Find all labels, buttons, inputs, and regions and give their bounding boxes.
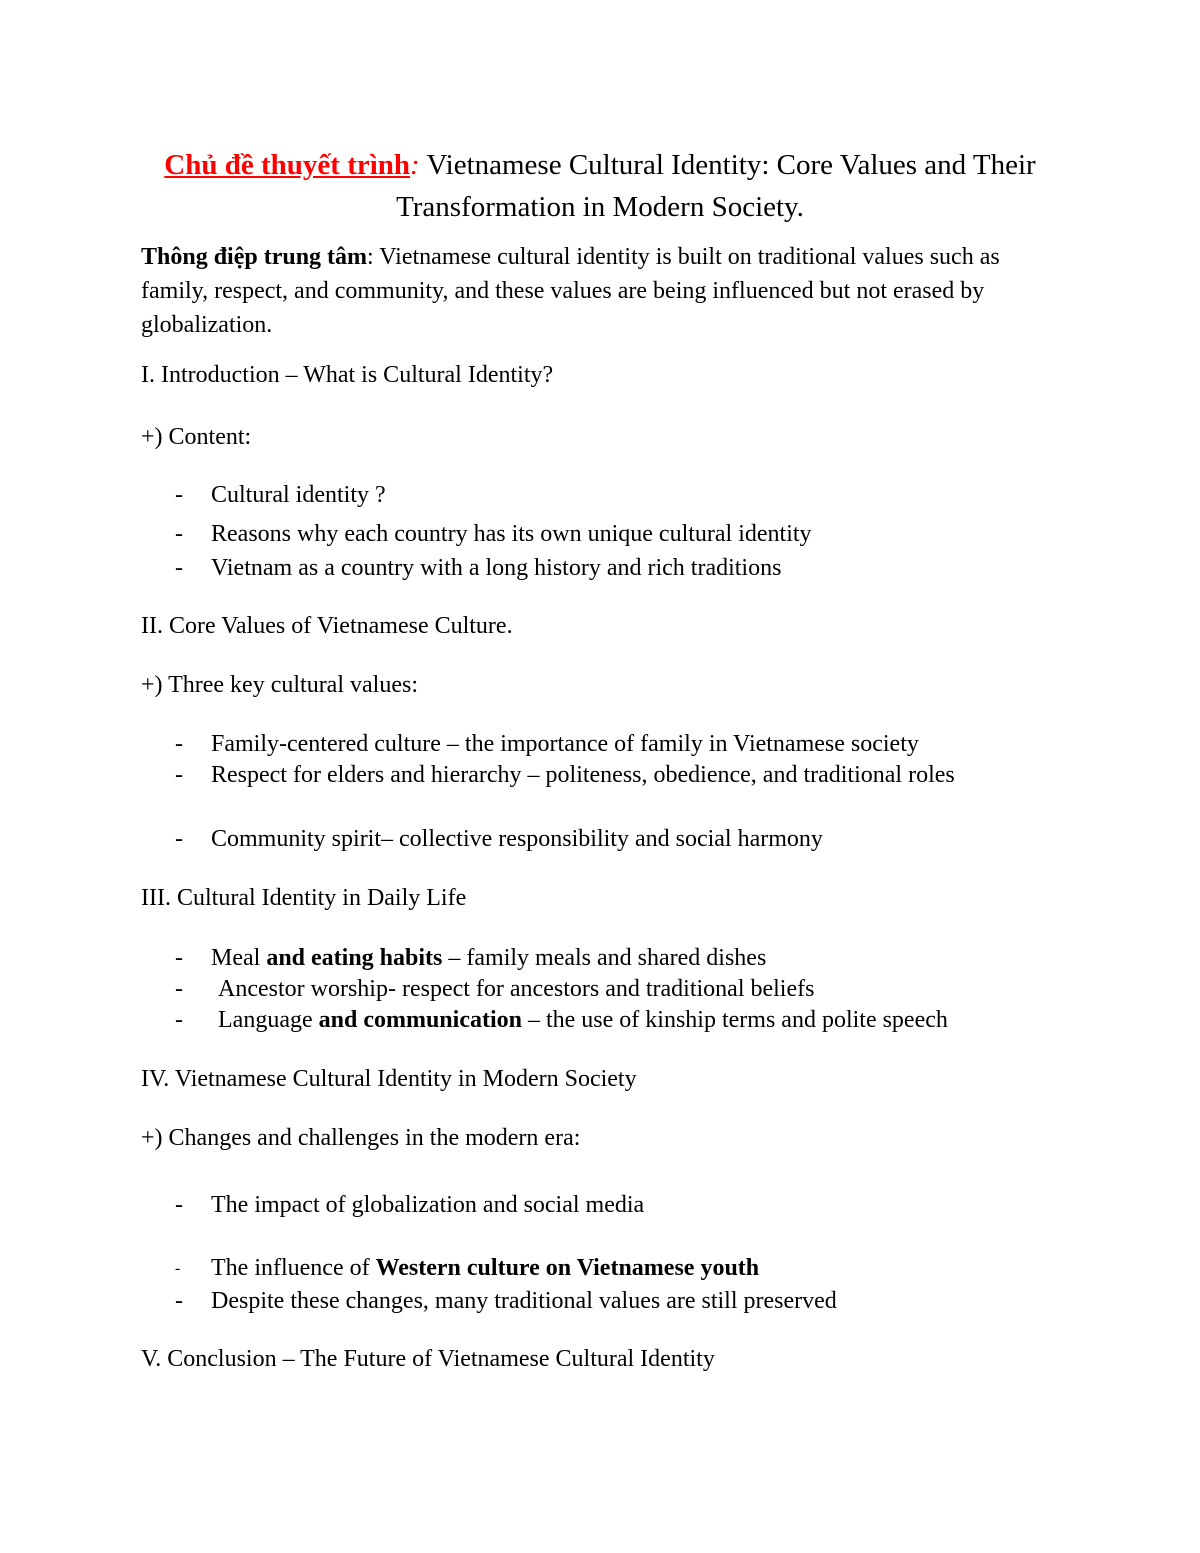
text-run: The influence of <box>211 1255 376 1281</box>
text-run: Language <box>218 1007 319 1033</box>
section-2-heading: II. Core Values of Vietnamese Culture. <box>141 613 513 639</box>
bullet: - <box>175 731 183 757</box>
bullet: - <box>175 1260 181 1277</box>
section-3-heading: III. Cultural Identity in Daily Life <box>141 885 467 911</box>
text-run: – family meals and shared dishes <box>442 945 767 971</box>
bold-run: Western culture on Vietnamese youth <box>375 1255 760 1281</box>
list-item-text: The impact of globalization and social media <box>211 1192 645 1218</box>
bullet: - <box>175 1192 183 1218</box>
bullet: - <box>175 521 183 547</box>
central-message-text: : Vietnamese cultural identity is built on traditional values such as family, respect, and community, and these values are being influenced but not erased by globalization. <box>141 244 1000 338</box>
bold-run: and eating habits <box>266 945 443 971</box>
list-item-text: Family-centered culture – the importance of family in Vietnamese society <box>211 731 919 757</box>
list-item-text: Reasons why each country has its own unique cultural identity <box>211 521 812 547</box>
list-item-text <box>211 943 766 974</box>
list-item-text <box>218 1005 948 1036</box>
bold-run: and communication <box>318 1007 522 1033</box>
list-item-text: Despite these changes, many traditional values are still preserved <box>211 1288 837 1314</box>
list-item-text: Community spirit– collective responsibility and social harmony <box>211 826 823 852</box>
list-item-text <box>211 1253 759 1284</box>
section-1-sub: +) Content: <box>141 424 252 450</box>
title-colon: : <box>410 149 420 181</box>
bullet: - <box>175 1007 183 1033</box>
section-5-heading: V. Conclusion – The Future of Vietnamese Cultural Identity <box>141 1346 715 1372</box>
title-text: Vietnamese Cultural Identity: Core Values and Their Transformation in Modern Society. <box>396 149 1036 223</box>
bullet: - <box>175 945 183 971</box>
section-2-sub: +) Three key cultural values: <box>141 672 418 698</box>
central-message-label: Thông điệp trung tâm <box>141 244 368 270</box>
bullet: - <box>175 826 183 852</box>
section-1-heading: I. Introduction – What is Cultural Identity? <box>141 362 554 388</box>
bullet: - <box>175 976 183 1002</box>
list-item-text: Ancestor worship- respect for ancestors and traditional beliefs <box>218 976 815 1002</box>
bullet: - <box>175 555 183 581</box>
central-message <box>141 240 1071 342</box>
bullet: - <box>175 1288 183 1314</box>
section-4-sub: +) Changes and challenges in the modern era: <box>141 1125 581 1151</box>
list-item-text: Cultural identity ? <box>211 482 386 508</box>
document-title <box>130 144 1070 228</box>
bullet: - <box>175 762 183 788</box>
list-item-text: Vietnam as a country with a long history and rich traditions <box>211 555 782 581</box>
title-label: Chủ đề thuyết trình <box>164 149 411 181</box>
bullet: - <box>175 482 183 508</box>
text-run: – the use of kinship terms and polite speech <box>521 1007 948 1033</box>
text-run: Meal <box>211 945 267 971</box>
list-item-text: Respect for elders and hierarchy – politeness, obedience, and traditional roles <box>211 762 955 788</box>
section-4-heading: IV. Vietnamese Cultural Identity in Modern Society <box>141 1066 637 1092</box>
